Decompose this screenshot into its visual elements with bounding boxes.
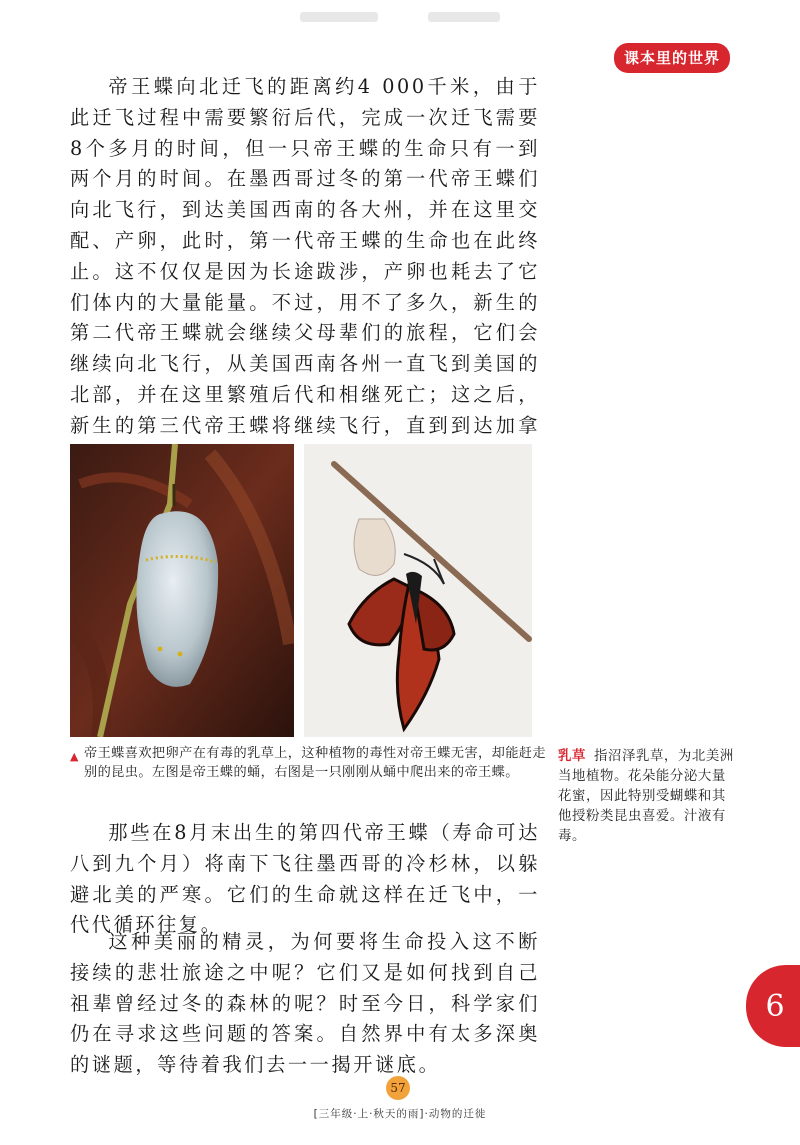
body-paragraph-2: 那些在8月末出生的第四代帝王蝶（寿命可达八到九个月）将南下飞往墨西哥的冷杉林，以躲避北美的严寒。它们的生命就这样在迁飞中，一代代循环往复。 [70,821,540,937]
butterfly-photo [304,444,532,737]
figure-caption [70,744,554,782]
glossary-term: 乳草 [558,749,586,764]
body-paragraph-1: 帝王蝶向北迁飞的距离约4 000千米，由于此迁飞过程中需要繁衍后代，完成一次迁飞需要8个多月的时间，但一只帝王蝶的生命只有一到两个月的时间。在墨西哥过冬的第一代帝王蝶们向北飞行，到达美国西南的各大州，并在这里交配、产卵，此时，第一代帝王蝶的生命也在此终止。这不仅仅是因为长途跋涉，产卵也耗去了它们体内的大量能量。不过，用不了多久，新生的第二代帝王蝶就会继续父母辈们的旅程，它们会继续向北飞行，从美国西南各州一直飞到美国的北部，并在这里繁殖后代和相继死亡；这之后，新生的第三代帝王蝶将继续飞行，直到到达加拿 [70,75,540,437]
page-footer: [三年级·上·秋天的雨]·动物的迁徙 [313,1108,487,1120]
chrysalis-photo [70,444,294,737]
faded-header-marks [0,8,800,28]
caption-text: 帝王蝶喜欢把卵产在有毒的乳草上，这种植物的毒性对帝王蝶无害，却能赶走别的昆虫。左图是帝王蝶的蛹，右图是一只刚刚从蛹中爬出来的帝王蝶。 [84,746,546,780]
chapter-tab: 6 [746,965,800,1047]
glossary-sidenote [558,747,738,847]
glossary-definition: 指沼泽乳草，为北美洲当地植物。花朵能分泌大量花蜜，因此特别受蝴蝶和其他授粉类昆虫喜爱。汁液有毒。 [558,749,734,844]
section-badge: 课本里的世界 [614,43,730,73]
triangle-marker-icon: ▲ [70,750,79,763]
page-number: 57 [386,1076,410,1100]
body-paragraph-3: 这种美丽的精灵，为何要将生命投入这不断接续的悲壮旅途之中呢？它们又是如何找到自己祖辈曾经过冬的森林的呢？时至今日，科学家们仍在寻求这些问题的答案。自然界中有太多深奥的谜题，等待着我们去一一揭开谜底。 [70,930,540,1077]
